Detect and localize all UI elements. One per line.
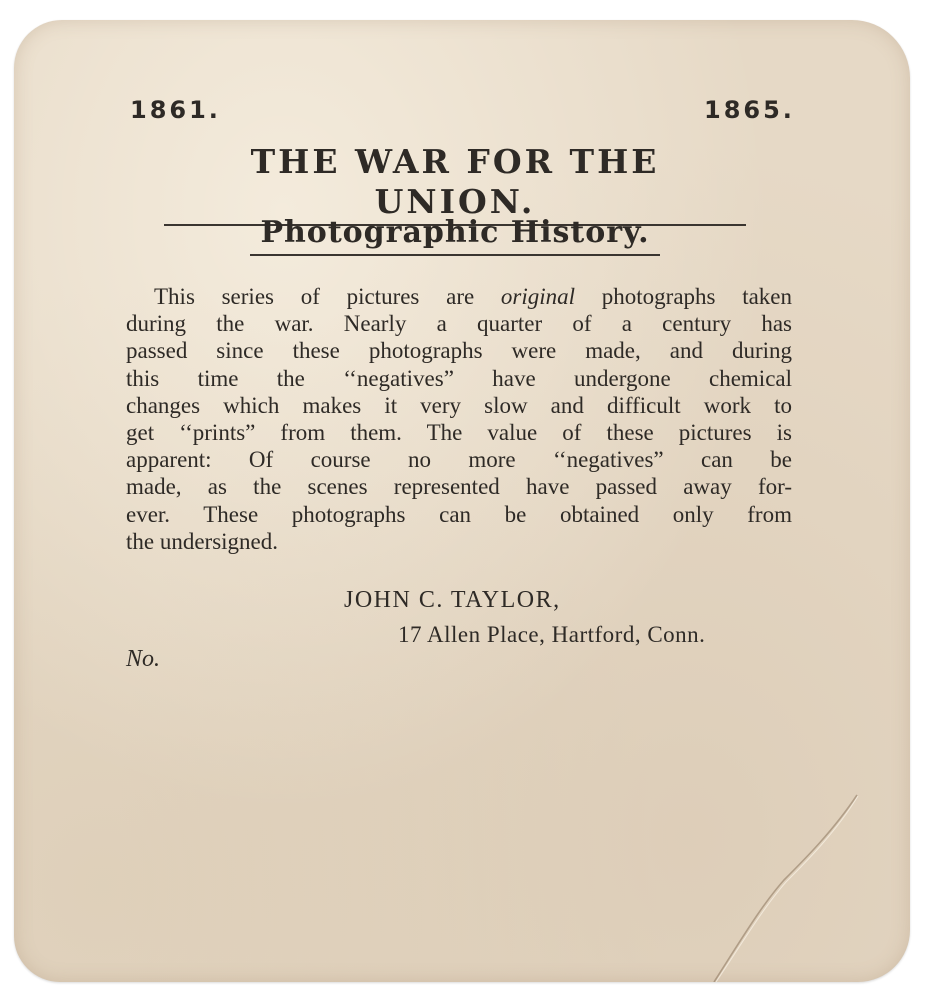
body-line-3: passed since these photographs were made, and during bbox=[126, 338, 792, 364]
signature-address: 17 Allen Place, Hartford, Conn. bbox=[398, 622, 706, 647]
signature-name: JOHN C. TAYLOR, bbox=[344, 587, 561, 613]
body-paragraph bbox=[126, 283, 792, 555]
body-line-6: get ‘‘prints” from them. The value of these pictures is bbox=[126, 419, 792, 445]
body-line-1-start: This series of pictures are bbox=[154, 284, 475, 309]
year-start: 1861. bbox=[130, 96, 221, 124]
number-label: No. bbox=[126, 646, 161, 672]
card-title: THE WAR FOR THE UNION. bbox=[164, 142, 746, 226]
body-line-8: made, as the scenes represented have passed away for- bbox=[126, 474, 792, 500]
history-card bbox=[14, 20, 910, 982]
body-line-9: ever. These photographs can be obtained only from bbox=[126, 501, 792, 527]
body-line-1 bbox=[126, 283, 792, 310]
card-subtitle: Photographic History. bbox=[250, 214, 660, 256]
body-line-7: apparent: Of course no more ‘‘negatives” can be bbox=[126, 447, 792, 473]
body-line-4: this time the ‘‘negatives” have undergone chemical bbox=[126, 365, 792, 391]
body-line-10: the undersigned. bbox=[126, 528, 279, 554]
body-line-1-end: photographs taken bbox=[601, 284, 793, 309]
body-italic-word: original bbox=[500, 284, 576, 309]
body-line-5: changes which makes it very slow and difficult work to bbox=[126, 392, 792, 418]
year-end: 1865. bbox=[704, 96, 795, 124]
body-line-2: during the war. Nearly a quarter of a century has bbox=[126, 311, 792, 337]
